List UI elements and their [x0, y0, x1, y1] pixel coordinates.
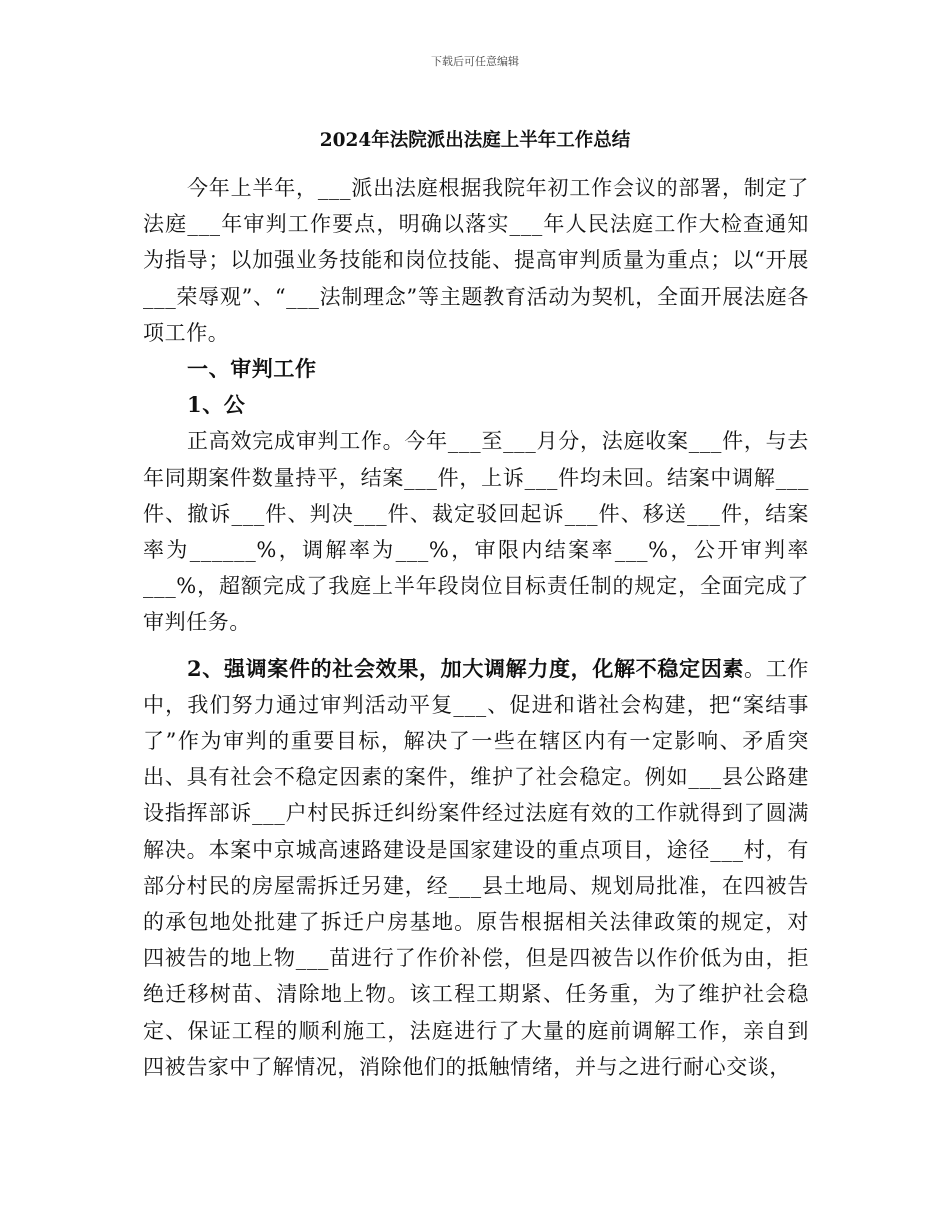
item-paragraph — [143, 651, 809, 1085]
item-heading-inline: 2、强调案件的社会效果，加大调解力度，化解不稳定因素 — [187, 655, 745, 681]
item-paragraph: 正高效完成审判工作。今年___至___月分，法庭收案___件，与去年同期案件数量持平，结案___件，上诉___件均未回。结案中调解___件、撤诉___件、判决___件、裁定驳回起诉___件、移送___件，结案率为______%，调解率为___%，审限内结案率___%，公开审判率___%，超额完成了我庭上半年段岗位目标责任制的规定，全面完成了审判任务。 — [143, 429, 809, 635]
item-heading: 1、公 — [187, 392, 246, 418]
document-body — [143, 170, 809, 1085]
header-note: 下载后可任意编辑 — [431, 55, 519, 68]
section-heading: 一、审判工作 — [187, 356, 317, 382]
intro-paragraph: 今年上半年，___派出法庭根据我院年初工作会议的部署，制定了法庭___年审判工作要点，明确以落实___年人民法庭工作大检查通知为指导；以加强业务技能和岗位技能、提高审判质量为重点；以“开展___荣辱观”、“___法制理念”等主题教育活动为契机，全面开展法庭各项工作。 — [143, 176, 809, 345]
document-title: 2024年法院派出法庭上半年工作总结 — [319, 130, 631, 151]
item-body-text: 。工作中，我们努力通过审判活动平复___、促进和谐社会构建，把“案结事了”作为审判的重要目标，解决了一些在辖区内有一定影响、矛盾突出、具有社会不稳定因素的案件，维护了社会稳定。例如___县公路建设指挥部诉___户村民拆迁纠纷案件经过法庭有效的工作就得到了圆满解决。本案中京城高速路建设是国家建设的重点项目，途径___村，有部分村民的房屋需拆迁另建，经___县土地局、规划局批准，在四被告的承包地处批建了拆迁户房基地。原告根据相关法律政策的规定，对四被告的地上物___苗进行了作价补偿，但是四被告以作价低为由，拒绝迁移树苗、清除地上物。该工程工期紧、任务重，为了维护社会稳定、保证工程的顺利施工，法庭进行了大量的庭前调解工作，亲自到四被告家中了解情况，消除他们的抵触情绪，并与之进行耐心交谈， — [143, 656, 809, 1079]
